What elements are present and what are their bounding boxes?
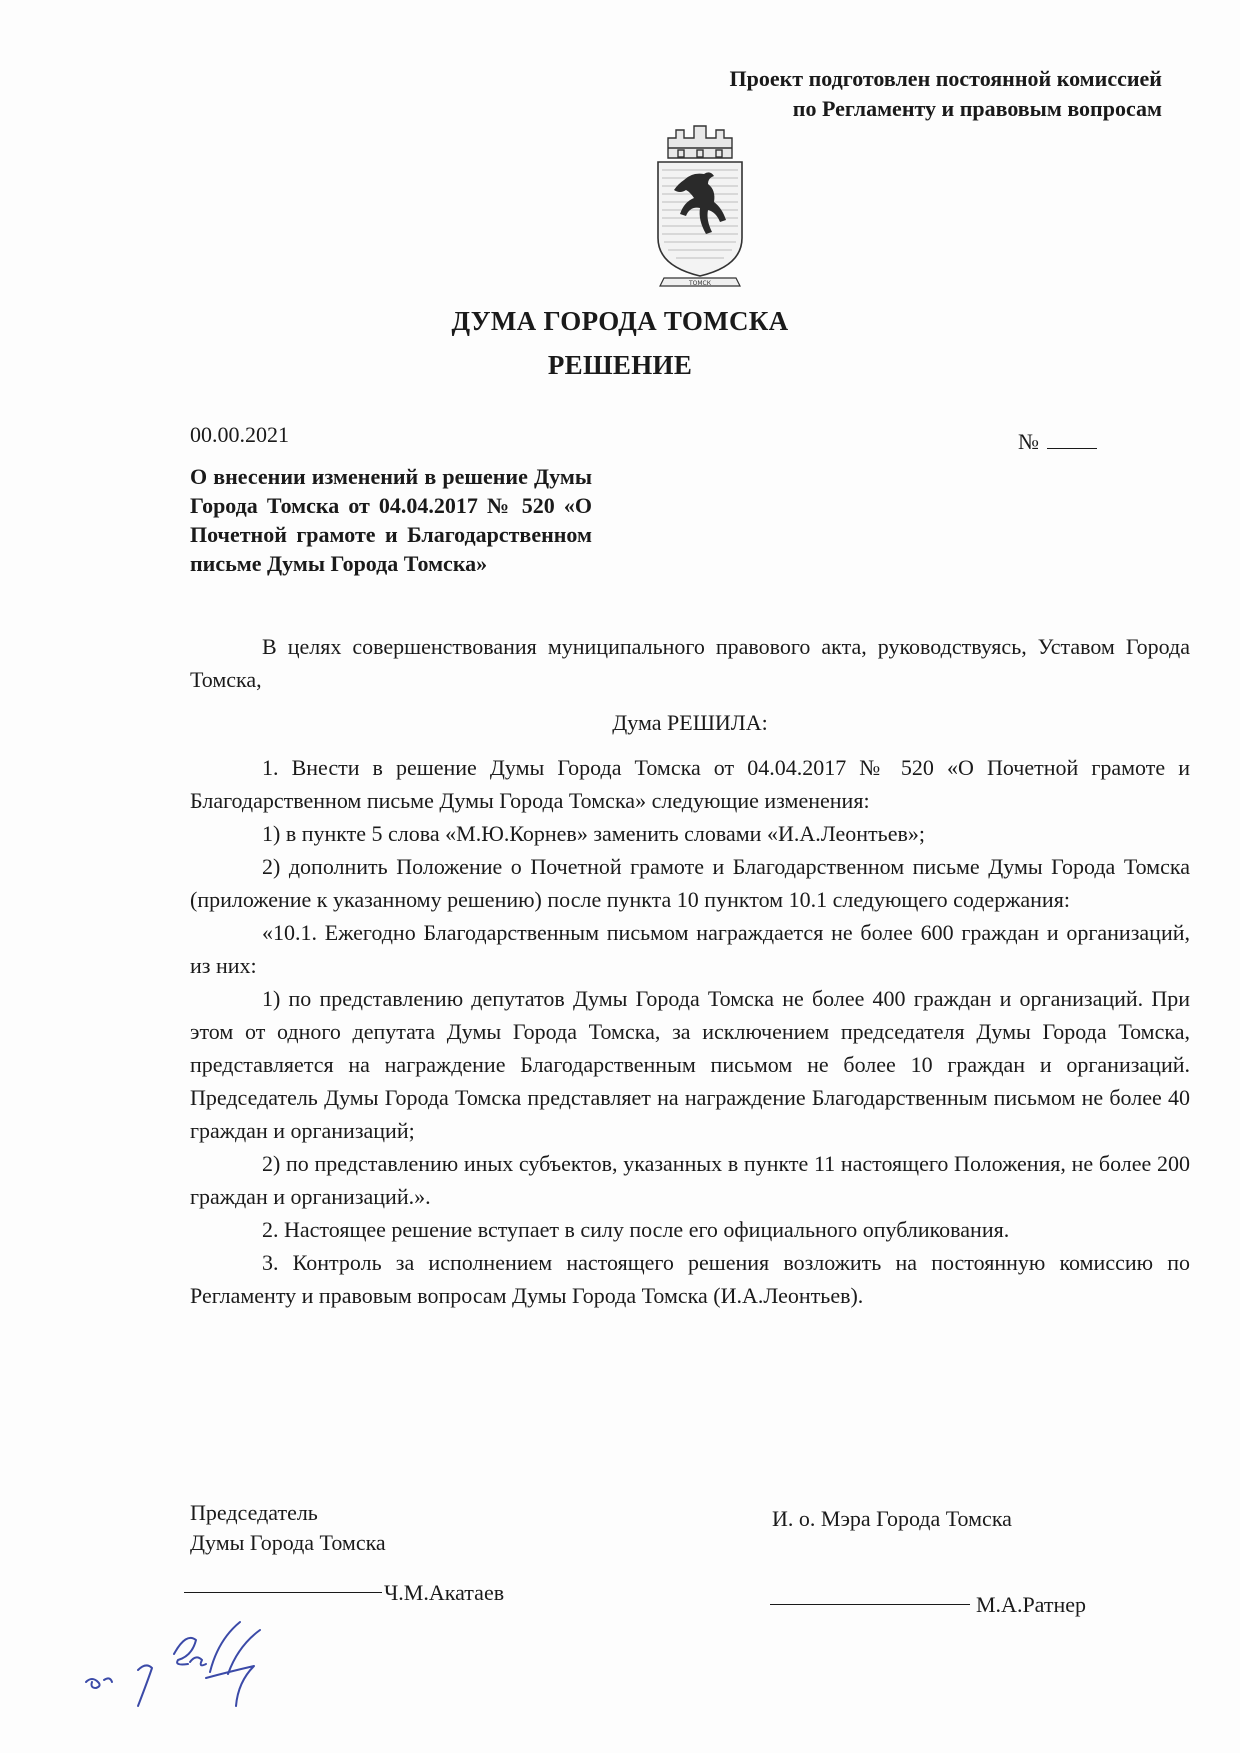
document-type: РЕШЕНИЕ bbox=[547, 350, 693, 380]
prepared-line-1: Проект подготовлен постоянной комиссией bbox=[729, 66, 1162, 91]
emblem-motto: ТОМСК bbox=[688, 280, 712, 287]
number-label: № bbox=[1018, 429, 1039, 454]
document-subject: О внесении изменений в решение Думы Города Томска от 04.04.2017 № 520 «О Почетной грамоте и Благодарственном письме Думы Города Томска» bbox=[190, 464, 592, 576]
signatory-left-title bbox=[190, 1498, 386, 1558]
document-date: 00.00.2021 bbox=[190, 422, 289, 447]
signature-line-left bbox=[184, 1592, 382, 1593]
signatory-right-title: И. о. Мэра Города Томска bbox=[772, 1506, 1012, 1531]
body-paragraph: 2) дополнить Положение о Почетной грамоте и Благодарственном письме Думы Города Томска (приложение к указанному решению) после пункта 10 пунктом 10.1 следующего содержания: bbox=[190, 854, 1190, 912]
organization-title: ДУМА ГОРОДА ТОМСКА bbox=[451, 306, 789, 336]
document-number bbox=[1018, 428, 1097, 455]
signature-line-right bbox=[770, 1604, 970, 1605]
number-blank bbox=[1047, 428, 1097, 449]
body-paragraph: 2. Настоящее решение вступает в силу после его официального опубликования. bbox=[262, 1217, 1010, 1242]
resolved-heading: Дума РЕШИЛА: bbox=[612, 710, 768, 735]
body-paragraph: 1) в пункте 5 слова «М.Ю.Корнев» заменить словами «И.А.Леонтьев»; bbox=[262, 821, 925, 846]
body-paragraph: 1. Внести в решение Думы Города Томска от 04.04.2017 № 520 «О Почетной грамоте и Благодарственном письме Думы Города Томска» следующие изменения: bbox=[190, 755, 1190, 813]
prepared-line-2: по Регламенту и правовым вопросам bbox=[792, 96, 1162, 121]
body-paragraph: «10.1. Ежегодно Благодарственным письмом награждается не более 600 граждан и организаций, из них: bbox=[190, 920, 1190, 978]
preamble: В целях совершенствования муниципального правового акта, руководствуясь, Уставом Города Томска, bbox=[190, 634, 1190, 692]
body-paragraph: 1) по представлению депутатов Думы Города Томска не более 400 граждан и организаций. При этом от одного депутата Думы Города Томска, за исключением председателя Думы Города Томска, представляется на награждение Благодарственным письмом не более 10 граждан и организаций. Председатель Думы Города Томска представляет на награждение Благодарственным письмом не более 40 граждан и организаций; bbox=[190, 986, 1190, 1143]
document-body bbox=[190, 630, 1190, 1312]
signatory-left-title-line-2: Думы Города Томска bbox=[190, 1530, 386, 1555]
signatory-left-title-line-1: Председатель bbox=[190, 1500, 318, 1525]
body-paragraph: 2) по представлению иных субъектов, указанных в пункте 11 настоящего Положения, не более 200 граждан и организаций.». bbox=[190, 1151, 1190, 1209]
tomsk-coat-of-arms-icon bbox=[644, 120, 756, 292]
body-paragraph: 3. Контроль за исполнением настоящего решения возложить на постоянную комиссию по Регламенту и правовым вопросам Думы Города Томска (И.А.Леонтьев). bbox=[190, 1250, 1190, 1308]
signatory-right-name: М.А.Ратнер bbox=[976, 1592, 1087, 1617]
signatory-left-name: Ч.М.Акатаев bbox=[384, 1580, 505, 1605]
prepared-by-note bbox=[729, 64, 1162, 124]
handwritten-initials-icon bbox=[78, 1610, 298, 1720]
